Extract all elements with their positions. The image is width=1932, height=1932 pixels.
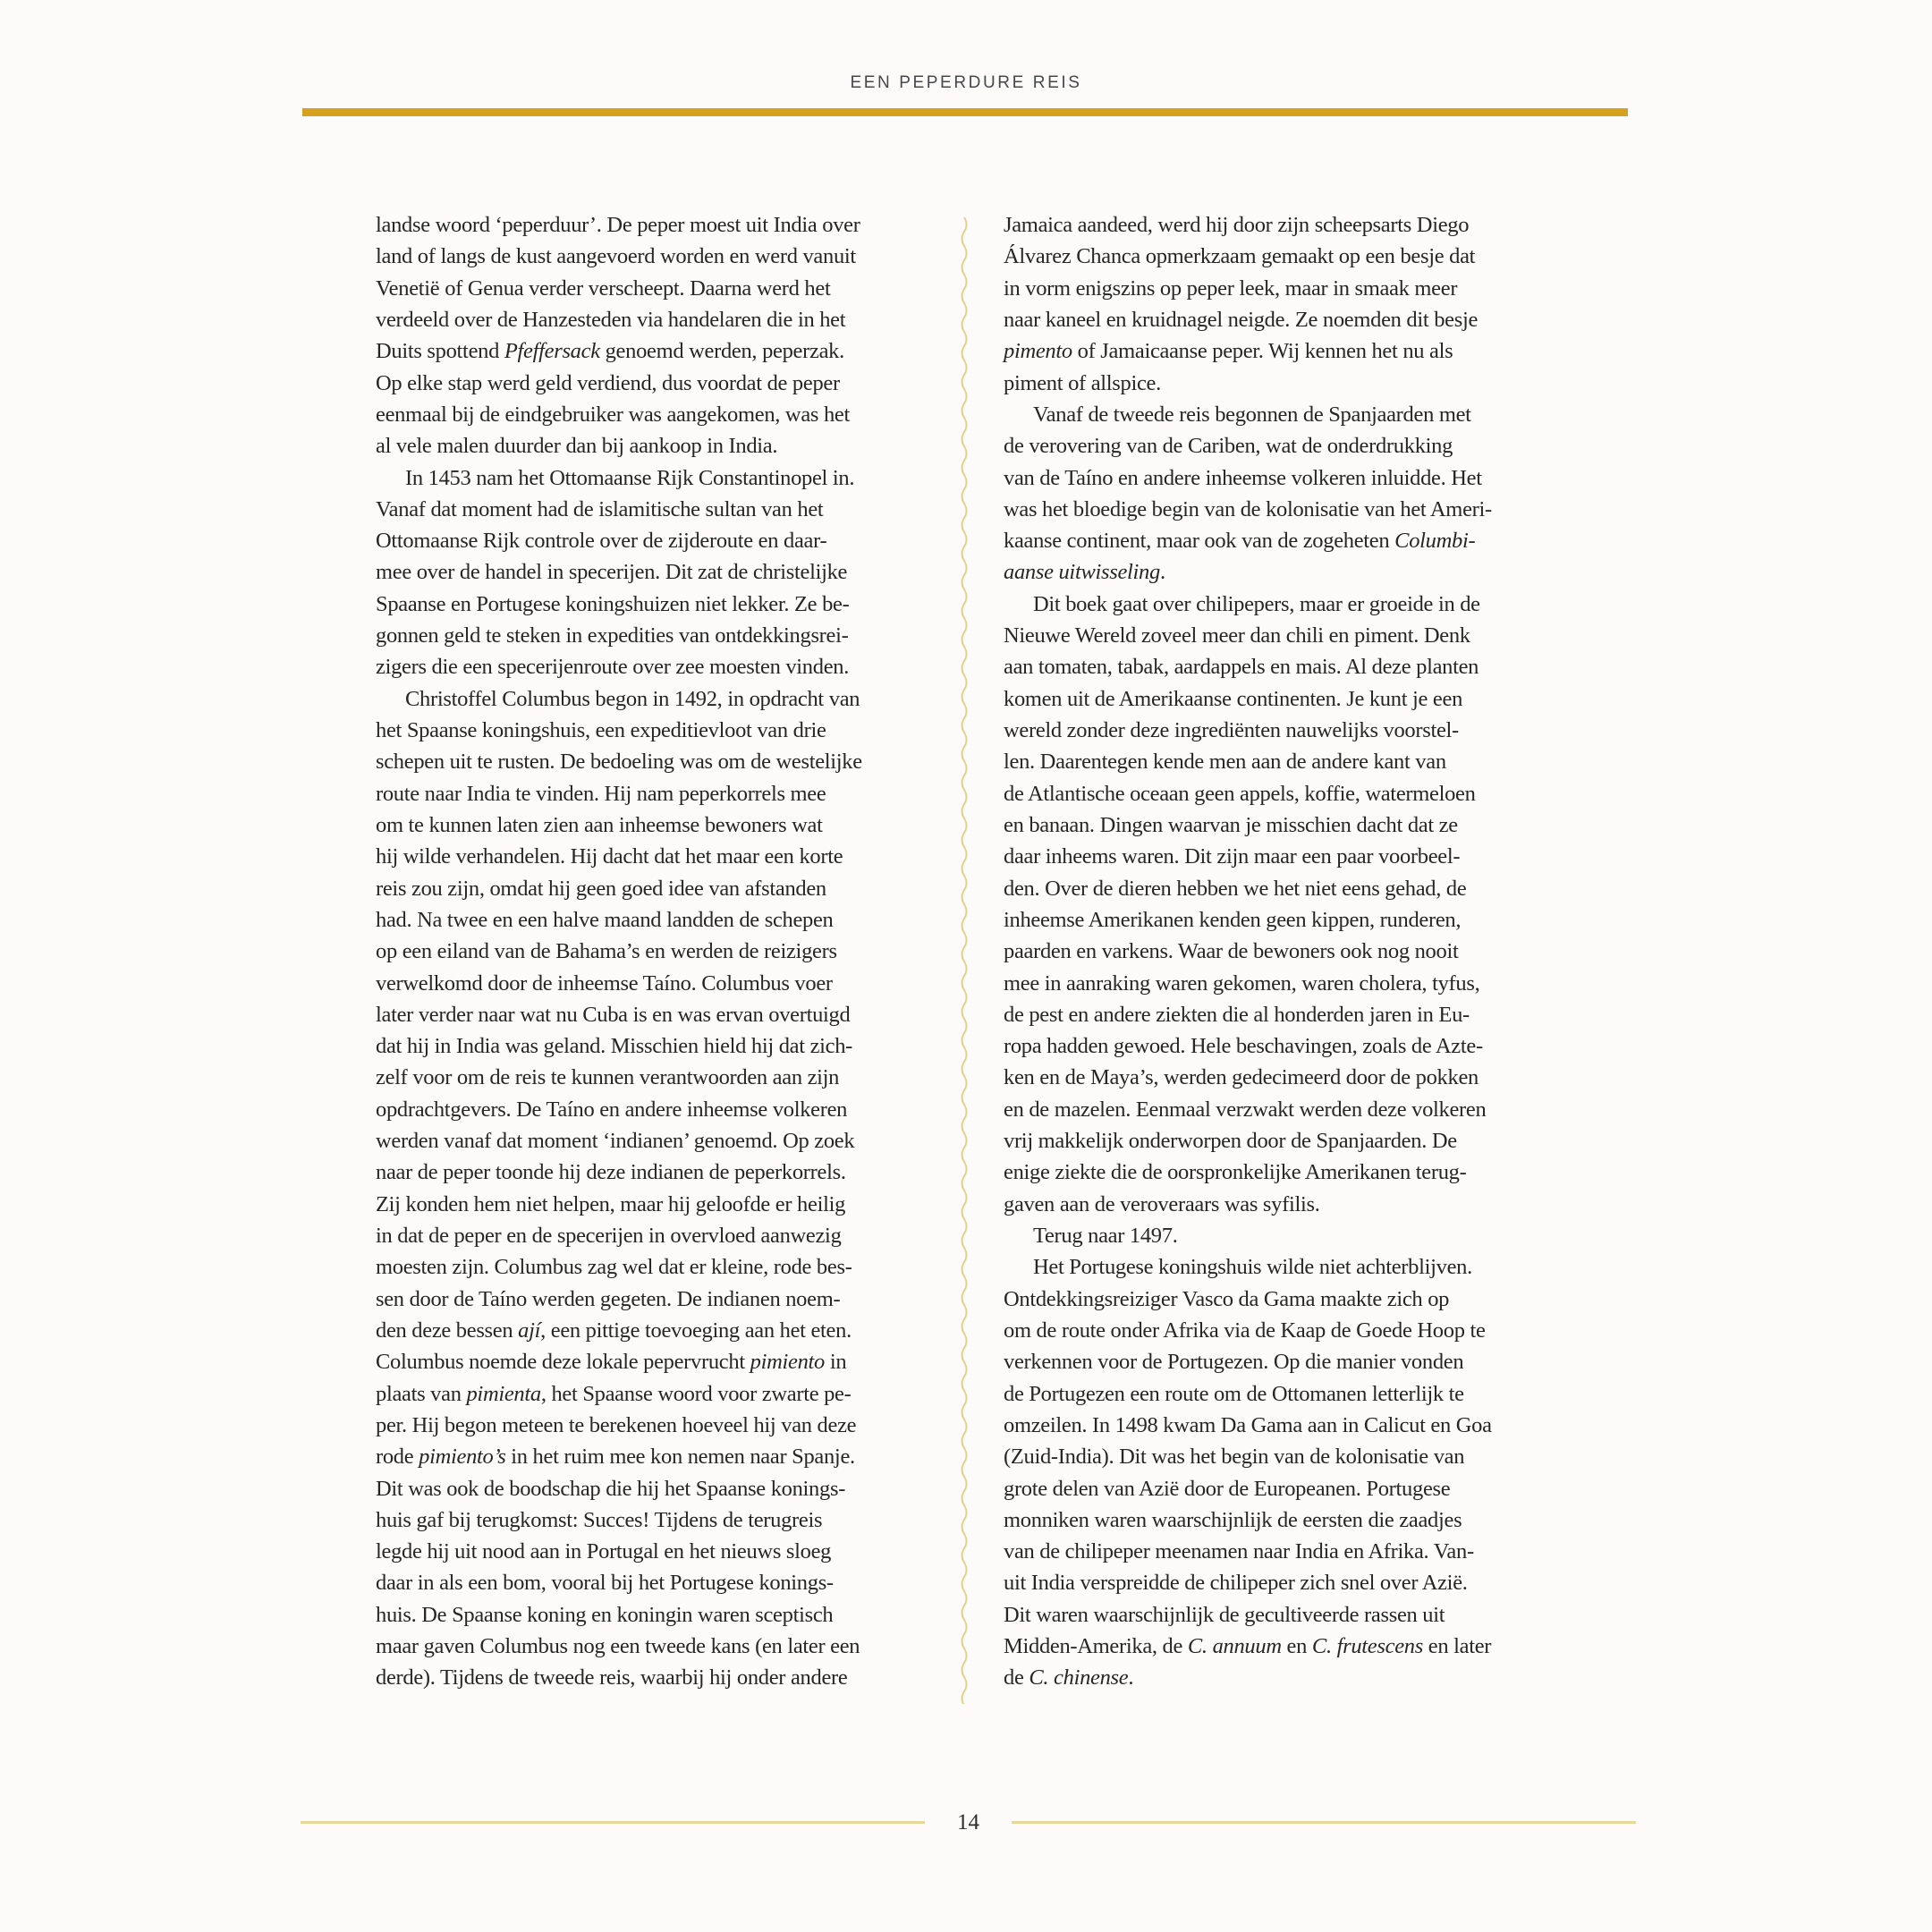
text-line: naar kaneel en kruidnagel neigde. Ze noemden dit besje	[1004, 307, 1479, 332]
text-line: schepen uit te rusten. De bedoeling was om de westelijke	[376, 750, 862, 775]
text-line: inheemse Amerikanen kenden geen kippen, runderen,	[1004, 907, 1462, 932]
text-line: zigers die een specerijenroute over zee moesten vinden.	[376, 655, 850, 680]
text-line: per. Hij begon meteen te berekenen hoeveel hij van deze	[376, 1412, 857, 1437]
right-text-column	[1004, 209, 1571, 1694]
text-line: in dat de peper en de specerijen in overvloed aanwezig	[376, 1224, 842, 1248]
text-line: kaanse continent, maar ook van de zogeheten Columbi-	[1004, 529, 1476, 554]
text-line: omzeilen. In 1498 kwam Da Gama aan in Calicut en Goa	[1004, 1412, 1492, 1437]
text-line: gaven aan de veroveraars was syfilis.	[1004, 1191, 1320, 1216]
text-line: Christoffel Columbus begon in 1492, in opdracht van	[405, 686, 860, 711]
text-line: land of langs de kust aangevoerd worden en werd vanuit	[376, 244, 856, 269]
text-line: plaats van pimienta, het Spaanse woord voor zwarte pe-	[376, 1381, 852, 1406]
text-line: op een eiland van de Bahama’s en werden de reizigers	[376, 939, 837, 964]
text-line: Dit boek gaat over chilipepers, maar er groeide in de	[1033, 591, 1480, 616]
text-line: was het bloedige begin van de kolonisatie van het Ameri-	[1004, 496, 1492, 521]
text-line: mee over de handel in specerijen. Dit zat de christelijke	[376, 560, 848, 585]
text-line: reis zou zijn, omdat hij geen goed idee van afstanden	[376, 876, 826, 901]
text-line: en banaan. Dingen waarvan je misschien dacht dat ze	[1004, 812, 1458, 837]
header-gold-rule	[302, 108, 1628, 116]
text-line: derde). Tijdens de tweede reis, waarbij hij onder andere	[376, 1665, 848, 1690]
left-text-column	[376, 209, 939, 1694]
text-line: huis. De Spaanse koning en koningin waren sceptisch	[376, 1602, 834, 1627]
page-footer	[301, 1807, 1636, 1837]
text-line: len. Daarentegen kende men aan de andere kant van	[1004, 750, 1446, 775]
text-line: (Zuid-India). Dit was het begin van de kolonisatie van	[1004, 1445, 1465, 1470]
text-line: Terug naar 1497.	[1033, 1224, 1178, 1248]
text-line: ken en de Maya’s, werden gedecimeerd door de pokken	[1004, 1065, 1479, 1090]
text-line: vrij makkelijk onderworpen door de Spanjaarden. De	[1004, 1129, 1457, 1154]
text-line: eenmaal bij de eindgebruiker was aangekomen, was het	[376, 402, 850, 427]
text-line: van de chilipeper meenamen naar India en Afrika. Van-	[1004, 1539, 1474, 1564]
squiggle-path	[962, 217, 967, 1704]
text-line: Jamaica aandeed, werd hij door zijn scheepsarts Diego	[1004, 213, 1470, 237]
text-line: om te kunnen laten zien aan inheemse bewoners wat	[376, 812, 823, 837]
text-line: Op elke stap werd geld verdiend, dus voordat de peper	[376, 370, 840, 395]
text-line: den deze bessen ají, een pittige toevoeging aan het eten.	[376, 1318, 852, 1343]
text-line: ropa hadden gewoed. Hele beschavingen, zoals de Azte-	[1004, 1034, 1483, 1059]
text-line: Dit was ook de boodschap die hij het Spaanse konings-	[376, 1476, 846, 1501]
text-line: Spaanse en Portugese koningshuizen niet lekker. Ze be-	[376, 591, 850, 616]
text-line: moesten zijn. Columbus zag wel dat er kleine, rode bes-	[376, 1255, 852, 1280]
text-line: Ontdekkingsreiziger Vasco da Gama maakte zich op	[1004, 1286, 1450, 1311]
text-line: de verovering van de Cariben, wat de onderdrukking	[1004, 434, 1453, 459]
text-line: het Spaanse koningshuis, een expeditievloot van drie	[376, 718, 826, 742]
text-line: had. Na twee en een halve maand landden de schepen	[376, 907, 834, 932]
text-line: en de mazelen. Eenmaal verzwakt werden deze volkeren	[1004, 1097, 1487, 1122]
text-line: aan tomaten, tabak, aardappels en mais. Al deze planten	[1004, 655, 1479, 680]
text-line: paarden en varkens. Waar de bewoners ook nog nooit	[1004, 939, 1459, 964]
text-line: uit India verspreidde de chilipeper zich snel over Azië.	[1004, 1571, 1468, 1596]
text-line: landse woord ‘peperduur’. De peper moest uit India over	[376, 213, 860, 237]
text-line: aanse uitwisseling.	[1004, 560, 1165, 585]
text-line: verkennen voor de Portugezen. Op die manier vonden	[1004, 1350, 1464, 1375]
text-line: daar in als een bom, vooral bij het Portugese konings-	[376, 1571, 834, 1596]
text-line: Nieuwe Wereld zoveel meer dan chili en piment. Denk	[1004, 623, 1470, 648]
text-line: van de Taíno en andere inheemse volkeren inluidde. Het	[1004, 465, 1482, 490]
text-line: den. Over de dieren hebben we het niet eens gehad, de	[1004, 876, 1467, 901]
text-line: in vorm enigszins op peper leek, maar in smaak meer	[1004, 275, 1458, 301]
text-line: enige ziekte die de oorspronkelijke Amerikanen terug-	[1004, 1160, 1467, 1185]
text-line: Vanaf de tweede reis begonnen de Spanjaarden met	[1033, 402, 1471, 427]
text-line: daar inheems waren. Dit zijn maar een paar voorbeel-	[1004, 844, 1461, 869]
text-line: dat hij in India was geland. Misschien hield hij dat zich-	[376, 1034, 853, 1059]
text-line: Zij konden hem niet helpen, maar hij geloofde er heilig	[376, 1191, 846, 1216]
text-line: opdrachtgevers. De Taíno en andere inheemse volkeren	[376, 1097, 848, 1122]
text-line: zelf voor om de reis te kunnen verantwoorden aan zijn	[376, 1065, 840, 1090]
text-line: Vanaf dat moment had de islamitische sultan van het	[376, 496, 824, 521]
text-line: later verder naar wat nu Cuba is en was ervan overtuigd	[376, 1002, 851, 1027]
text-line: Het Portugese koningshuis wilde niet achterblijven.	[1033, 1255, 1472, 1280]
text-line: huis gaf bij terugkomst: Succes! Tijdens de terugreis	[376, 1507, 823, 1532]
text-line: hij wilde verhandelen. Hij dacht dat het maar een korte	[376, 844, 843, 869]
text-line: route naar India te vinden. Hij nam peperkorrels mee	[376, 781, 826, 806]
text-line: Columbus noemde deze lokale pepervrucht pimiento in	[376, 1350, 847, 1375]
text-line: al vele malen duurder dan bij aankoop in India.	[376, 434, 778, 459]
text-line: pimento of Jamaicaanse peper. Wij kennen het nu als	[1004, 339, 1453, 364]
column-divider-squiggle	[958, 217, 970, 1704]
text-line: monniken waren waarschijnlijk de eersten die zaadjes	[1004, 1507, 1462, 1532]
text-line: legde hij uit nood aan in Portugal en het nieuws sloeg	[376, 1539, 832, 1564]
text-line: sen door de Taíno werden gegeten. De indianen noem-	[376, 1286, 841, 1311]
text-line: verwelkomd door de inheemse Taíno. Columbus voer	[376, 970, 833, 996]
text-line: werden vanaf dat moment ‘indianen’ genoemd. Op zoek	[376, 1129, 855, 1154]
text-line: piment of allspice.	[1004, 370, 1161, 395]
text-line: Ottomaanse Rijk controle over de zijderoute en daar-	[376, 529, 827, 554]
text-line: de Atlantische oceaan geen appels, koffie, watermeloen	[1004, 781, 1476, 806]
text-line: verdeeld over de Hanzesteden via handelaren die in het	[376, 307, 846, 332]
text-line: maar gaven Columbus nog een tweede kans (en later een	[376, 1634, 860, 1659]
text-line: gonnen geld te steken in expedities van ontdekkingsrei-	[376, 623, 849, 648]
text-line: de C. chinense.	[1004, 1665, 1134, 1690]
text-line: wereld zonder deze ingrediënten nauwelijks voorstel-	[1004, 718, 1459, 742]
text-line: om de route onder Afrika via de Kaap de Goede Hoop te	[1004, 1318, 1486, 1343]
text-line: mee in aanraking waren gekomen, waren cholera, tyfus,	[1004, 970, 1480, 996]
footer-rule-left	[301, 1821, 925, 1824]
text-line: Dit waren waarschijnlijk de gecultiveerde rassen uit	[1004, 1602, 1445, 1627]
text-line: de pest en andere ziekten die al honderden jaren in Eu-	[1004, 1002, 1470, 1027]
text-line: In 1453 nam het Ottomaanse Rijk Constantinopel in.	[405, 465, 855, 490]
page-number: 14	[957, 1809, 979, 1835]
text-line: de Portugezen een route om de Ottomanen letterlijk te	[1004, 1381, 1464, 1406]
text-line: komen uit de Amerikaanse continenten. Je kunt je een	[1004, 686, 1463, 711]
running-head: EEN PEPERDURE REIS	[850, 73, 1082, 92]
text-line: naar de peper toonde hij deze indianen de peperkorrels.	[376, 1160, 846, 1185]
text-line: rode pimiento’s in het ruim mee kon nemen naar Spanje.	[376, 1445, 855, 1470]
text-line: Midden-Amerika, de C. annuum en C. frutescens en later	[1004, 1634, 1492, 1659]
footer-rule-right	[1012, 1821, 1636, 1824]
text-line: Álvarez Chanca opmerkzaam gemaakt op een besje dat	[1004, 244, 1476, 269]
text-line: grote delen van Azië door de Europeanen. Portugese	[1004, 1476, 1451, 1501]
text-line: Duits spottend Pfeffersack genoemd werden, peperzak.	[376, 339, 844, 364]
text-line: Venetië of Genua verder verscheept. Daarna werd het	[376, 275, 831, 301]
